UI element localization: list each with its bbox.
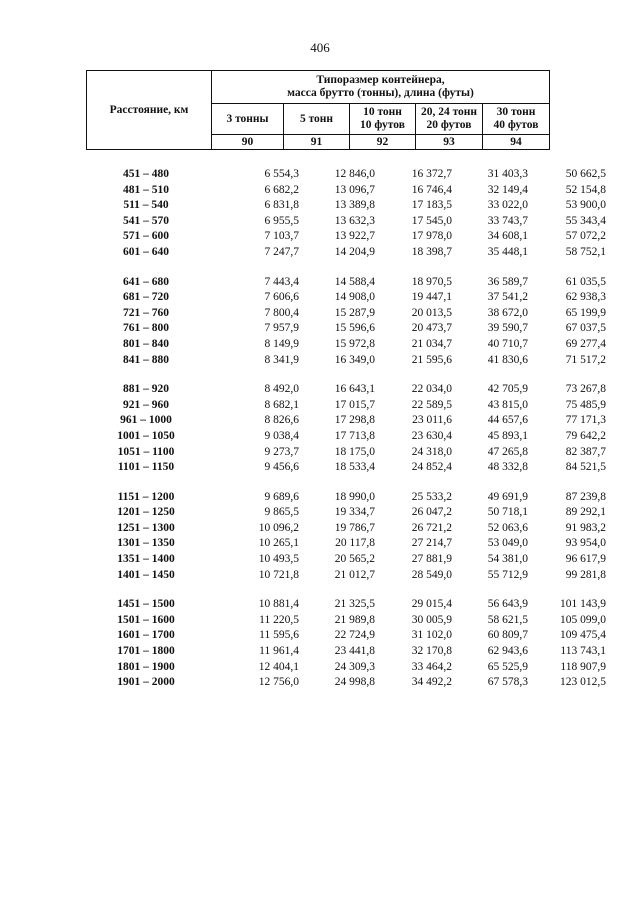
distance-range: 1251 – 1300	[117, 521, 175, 534]
tariff-value: 20 117,8	[335, 537, 375, 550]
page-number: 406	[310, 40, 330, 55]
distance-range: 1351 – 1400	[117, 553, 175, 566]
distance-range: 601 – 640	[123, 245, 169, 258]
tariff-value: 12 404,1	[258, 660, 299, 673]
tariff-value: 29 015,4	[411, 598, 452, 611]
tariff-value: 73 267,8	[565, 383, 606, 396]
distance-header-text: Расстояние, км	[109, 103, 189, 116]
tariff-value: 7 443,4	[264, 275, 299, 288]
tariff-value: 62 938,3	[565, 291, 606, 304]
column-code-91: 91	[284, 135, 350, 150]
distance-range: 1901 – 2000	[117, 676, 175, 689]
tariff-value: 50 718,1	[487, 506, 528, 519]
table-row	[86, 413, 606, 429]
tariff-value: 33 022,0	[487, 199, 528, 212]
distance-range: 681 – 720	[123, 291, 169, 304]
tariff-value: 84 521,5	[565, 461, 606, 474]
tariff-value: 17 183,5	[411, 199, 452, 212]
tariff-value: 14 204,9	[334, 245, 375, 258]
tariff-value: 24 852,4	[411, 461, 452, 474]
table-row	[86, 597, 606, 613]
table-row	[86, 337, 606, 353]
table-row	[86, 521, 606, 537]
tariff-value: 93 954,0	[565, 537, 606, 550]
tariff-value: 87 239,8	[565, 490, 606, 503]
column-code-90: 90	[212, 135, 284, 150]
table-header	[86, 70, 550, 150]
table-row	[86, 167, 606, 183]
tariff-value: 79 642,2	[565, 429, 606, 442]
tariff-value: 47 265,8	[487, 445, 528, 458]
tariff-value: 22 724,9	[334, 629, 375, 642]
size-header-line-1: 3 тонны	[226, 112, 269, 125]
tariff-value: 7 957,9	[264, 322, 299, 335]
tariff-value: 71 517,2	[565, 353, 606, 366]
tariff-value: 21 325,5	[334, 598, 375, 611]
tariff-value: 9 038,4	[264, 429, 299, 442]
tariff-value: 42 705,9	[487, 383, 528, 396]
row-group	[86, 275, 606, 369]
tariff-value: 11 595,6	[259, 629, 299, 642]
tariff-value: 7 800,4	[264, 306, 299, 319]
tariff-value: 21 989,8	[334, 613, 375, 626]
tariff-value: 58 621,5	[487, 613, 528, 626]
distance-range: 761 – 800	[123, 322, 169, 335]
size-header-3t	[212, 104, 284, 135]
size-header-line-1: 5 тонн	[299, 112, 334, 125]
tariff-value: 13 922,7	[334, 230, 375, 243]
table-row	[86, 353, 606, 369]
tariff-value: 18 970,5	[411, 275, 452, 288]
tariff-value: 77 171,3	[565, 414, 606, 427]
tariff-value: 27 881,9	[411, 553, 452, 566]
distance-range: 541 – 570	[123, 214, 169, 227]
table-row	[86, 306, 606, 322]
tariff-value: 40 710,7	[487, 337, 528, 350]
tariff-value: 18 398,7	[411, 245, 452, 258]
size-header-line-1: 10 тонн	[363, 106, 402, 118]
size-header-10t	[350, 104, 416, 135]
tariff-value: 24 998,8	[334, 676, 375, 689]
table-row	[86, 628, 606, 644]
table-row	[86, 429, 606, 445]
tariff-value: 49 691,9	[487, 490, 528, 503]
group-header-line-1: Типоразмер контейнера,	[316, 74, 445, 86]
tariff-value: 17 298,8	[334, 414, 375, 427]
distance-range: 1151 – 1200	[117, 490, 175, 503]
tariff-value: 61 035,5	[565, 275, 606, 288]
table-row	[86, 660, 606, 676]
table-row	[86, 568, 606, 584]
tariff-value: 48 332,8	[487, 461, 528, 474]
tariff-value: 54 381,0	[487, 553, 528, 566]
tariff-value: 7 606,6	[264, 291, 299, 304]
size-header-line-2: 40 футов	[493, 119, 539, 131]
distance-range: 511 – 540	[123, 199, 169, 212]
tariff-value: 53 049,0	[487, 537, 528, 550]
tariff-value: 8 149,9	[264, 337, 299, 350]
tariff-value: 44 657,6	[487, 414, 528, 427]
tariff-value: 16 643,1	[334, 383, 375, 396]
tariff-value: 11 220,5	[259, 613, 299, 626]
tariff-value: 16 349,0	[334, 353, 375, 366]
tariff-value: 19 334,7	[334, 506, 375, 519]
tariff-value: 16 372,7	[411, 168, 452, 180]
tariff-value: 52 154,8	[565, 183, 606, 196]
tariff-value: 36 589,7	[487, 275, 528, 288]
tariff-value: 10 096,2	[258, 521, 299, 534]
tariff-value: 22 034,0	[411, 383, 452, 396]
tariff-value: 6 554,3	[264, 168, 299, 180]
tariff-value: 6 682,2	[264, 183, 299, 196]
tariff-value: 18 175,0	[334, 445, 375, 458]
table-row	[86, 505, 606, 521]
tariff-value: 99 281,8	[565, 568, 606, 581]
tariff-value: 31 102,0	[411, 629, 452, 642]
tariff-value: 65 525,9	[487, 660, 528, 673]
tariff-value: 30 005,9	[411, 613, 452, 626]
tariff-value: 55 712,9	[487, 568, 528, 581]
size-header-5t	[284, 104, 350, 135]
tariff-value: 34 492,2	[411, 676, 452, 689]
column-code-94: 94	[483, 135, 550, 150]
distance-range: 1701 – 1800	[117, 645, 175, 658]
tariff-value: 105 099,0	[560, 613, 606, 626]
tariff-value: 24 309,3	[334, 660, 375, 673]
tariff-value: 67 037,5	[565, 322, 606, 335]
distance-range: 1001 – 1050	[117, 429, 175, 442]
distance-column-header	[87, 71, 212, 150]
size-header-line-2: 20 футов	[426, 119, 472, 131]
table-row	[86, 552, 606, 568]
tariff-value: 10 881,4	[258, 598, 299, 611]
tariff-value: 113 743,1	[560, 645, 606, 658]
tariff-value: 9 865,5	[264, 506, 299, 519]
tariff-value: 13 096,7	[334, 183, 375, 196]
tariff-value: 67 578,3	[487, 676, 528, 689]
tariff-value: 21 034,7	[411, 337, 452, 350]
distance-range: 841 – 880	[123, 353, 169, 366]
tariff-value: 25 533,2	[411, 490, 452, 503]
distance-range: 641 – 680	[123, 275, 169, 288]
table-row	[86, 613, 606, 629]
distance-range: 571 – 600	[123, 230, 169, 243]
tariff-value: 8 492,0	[264, 383, 299, 396]
tariff-value: 26 721,2	[411, 521, 452, 534]
tariff-value: 45 893,1	[487, 429, 528, 442]
tariff-value: 58 752,1	[565, 245, 606, 258]
tariff-value: 33 743,7	[487, 214, 528, 227]
table-body	[86, 167, 606, 705]
group-header-line-2: масса брутто (тонны), длина (футы)	[287, 87, 474, 99]
table-row	[86, 275, 606, 291]
tariff-value: 14 908,0	[334, 291, 375, 304]
tariff-value: 53 900,0	[565, 199, 606, 212]
tariff-value: 16 746,4	[411, 183, 452, 196]
tariff-value: 23 630,4	[411, 429, 452, 442]
tariff-value: 21 012,7	[334, 568, 375, 581]
table-row	[86, 644, 606, 660]
column-code-93: 93	[416, 135, 483, 150]
table-row	[86, 229, 606, 245]
tariff-value: 34 608,1	[487, 230, 528, 243]
tariff-value: 96 617,9	[565, 553, 606, 566]
tariff-value: 27 214,7	[411, 537, 452, 550]
tariff-value: 37 541,2	[487, 291, 528, 304]
tariff-value: 17 015,7	[334, 398, 375, 411]
table-row	[86, 536, 606, 552]
table-row	[86, 398, 606, 414]
tariff-value: 22 589,5	[411, 398, 452, 411]
distance-range: 1451 – 1500	[117, 598, 175, 611]
tariff-value: 8 341,9	[264, 353, 299, 366]
tariff-value: 109 475,4	[560, 629, 606, 642]
tariff-value: 28 549,0	[411, 568, 452, 581]
tariff-value: 91 983,2	[565, 521, 606, 534]
tariff-value: 24 318,0	[411, 445, 452, 458]
size-header-line-1: 30 тонн	[496, 106, 536, 118]
tariff-value: 89 292,1	[565, 506, 606, 519]
tariff-value: 75 485,9	[565, 398, 606, 411]
table-row	[86, 490, 606, 506]
distance-range: 451 – 480	[123, 168, 169, 180]
table-row	[86, 290, 606, 306]
tariff-value: 10 265,1	[258, 537, 299, 550]
table-row	[86, 245, 606, 261]
tariff-value: 8 826,6	[264, 414, 299, 427]
tariff-value: 20 473,7	[411, 322, 452, 335]
tariff-value: 14 588,4	[334, 275, 375, 288]
tariff-value: 41 830,6	[487, 353, 528, 366]
tariff-value: 8 682,1	[264, 398, 299, 411]
tariff-value: 69 277,4	[565, 337, 606, 350]
distance-range: 1201 – 1250	[117, 506, 175, 519]
table-row	[86, 675, 606, 691]
tariff-value: 23 441,8	[334, 645, 375, 658]
tariff-value: 32 149,4	[487, 183, 528, 196]
tariff-value: 18 533,4	[334, 461, 375, 474]
tariff-value: 15 596,6	[334, 322, 375, 335]
distance-range: 1601 – 1700	[117, 629, 175, 642]
container-size-group-header	[212, 71, 550, 104]
distance-range: 1401 – 1450	[117, 568, 175, 581]
tariff-value: 7 103,7	[264, 230, 299, 243]
distance-range: 921 – 960	[123, 398, 169, 411]
tariff-value: 13 389,8	[334, 199, 375, 212]
tariff-value: 17 978,0	[411, 230, 452, 243]
tariff-value: 6 831,8	[264, 199, 299, 212]
distance-range: 481 – 510	[123, 183, 169, 196]
tariff-value: 38 672,0	[487, 306, 528, 319]
tariff-value: 17 713,8	[334, 429, 375, 442]
tariff-value: 10 721,8	[258, 568, 299, 581]
table-row	[86, 382, 606, 398]
tariff-value: 10 493,5	[258, 553, 299, 566]
distance-range: 801 – 840	[123, 337, 169, 350]
tariff-value: 12 756,0	[258, 676, 299, 689]
tariff-value: 60 809,7	[487, 629, 528, 642]
tariff-value: 82 387,7	[565, 445, 606, 458]
tariff-value: 101 143,9	[560, 598, 606, 611]
tariff-value: 9 689,6	[264, 490, 299, 503]
tariff-value: 18 990,0	[334, 490, 375, 503]
tariff-value: 62 943,6	[487, 645, 528, 658]
size-header-30t	[483, 104, 550, 135]
tariff-value: 32 170,8	[411, 645, 452, 658]
tariff-value: 39 590,7	[487, 322, 528, 335]
tariff-value: 56 643,9	[487, 598, 528, 611]
tariff-value: 43 815,0	[487, 398, 528, 411]
tariff-value: 17 545,0	[411, 214, 452, 227]
distance-range: 881 – 920	[123, 383, 169, 396]
table-row	[86, 183, 606, 199]
tariff-value: 123 012,5	[560, 676, 606, 689]
tariff-value: 15 972,8	[334, 337, 375, 350]
tariff-value: 26 047,2	[411, 506, 452, 519]
distance-range: 721 – 760	[123, 306, 169, 319]
row-group	[86, 597, 606, 691]
row-group	[86, 490, 606, 584]
tariff-value: 19 786,7	[334, 521, 375, 534]
table-row	[86, 321, 606, 337]
tariff-value: 33 464,2	[411, 660, 452, 673]
tariff-value: 35 448,1	[487, 245, 528, 258]
tariff-value: 20 013,5	[411, 306, 452, 319]
tariff-value: 15 287,9	[334, 306, 375, 319]
tariff-value: 23 011,6	[412, 414, 452, 427]
size-header-line-1: 20, 24 тонн	[420, 106, 478, 118]
tariff-value: 55 343,4	[565, 214, 606, 227]
tariff-value: 6 955,5	[264, 214, 299, 227]
tariff-value: 13 632,3	[334, 214, 375, 227]
tariff-value: 118 907,9	[560, 660, 606, 673]
size-header-line-2: 10 футов	[360, 119, 405, 131]
tariff-value: 57 072,2	[565, 230, 606, 243]
distance-range: 1101 – 1150	[117, 461, 175, 474]
row-group	[86, 167, 606, 261]
table-row	[86, 460, 606, 476]
tariff-value: 21 595,6	[411, 353, 452, 366]
tariff-value: 19 447,1	[411, 291, 452, 304]
distance-range: 1051 – 1100	[117, 445, 175, 458]
tariff-value: 31 403,3	[487, 168, 528, 180]
tariff-value: 9 456,6	[264, 461, 299, 474]
distance-range: 1801 – 1900	[117, 660, 175, 673]
distance-range: 961 – 1000	[120, 414, 172, 427]
column-code-92: 92	[350, 135, 416, 150]
table-row	[86, 198, 606, 214]
tariff-value: 65 199,9	[565, 306, 606, 319]
table-row	[86, 214, 606, 230]
tariff-value: 9 273,7	[264, 445, 299, 458]
distance-range: 1501 – 1600	[117, 613, 175, 626]
row-group	[86, 382, 606, 476]
tariff-value: 12 846,0	[334, 168, 375, 180]
tariff-value: 20 565,2	[334, 553, 375, 566]
tariff-value: 50 662,5	[565, 168, 606, 180]
table-row	[86, 445, 606, 461]
distance-range: 1301 – 1350	[117, 537, 175, 550]
tariff-value: 7 247,7	[264, 245, 299, 258]
size-header-20-24t	[416, 104, 483, 135]
tariff-value: 11 961,4	[259, 645, 299, 658]
tariff-value: 52 063,6	[487, 521, 528, 534]
